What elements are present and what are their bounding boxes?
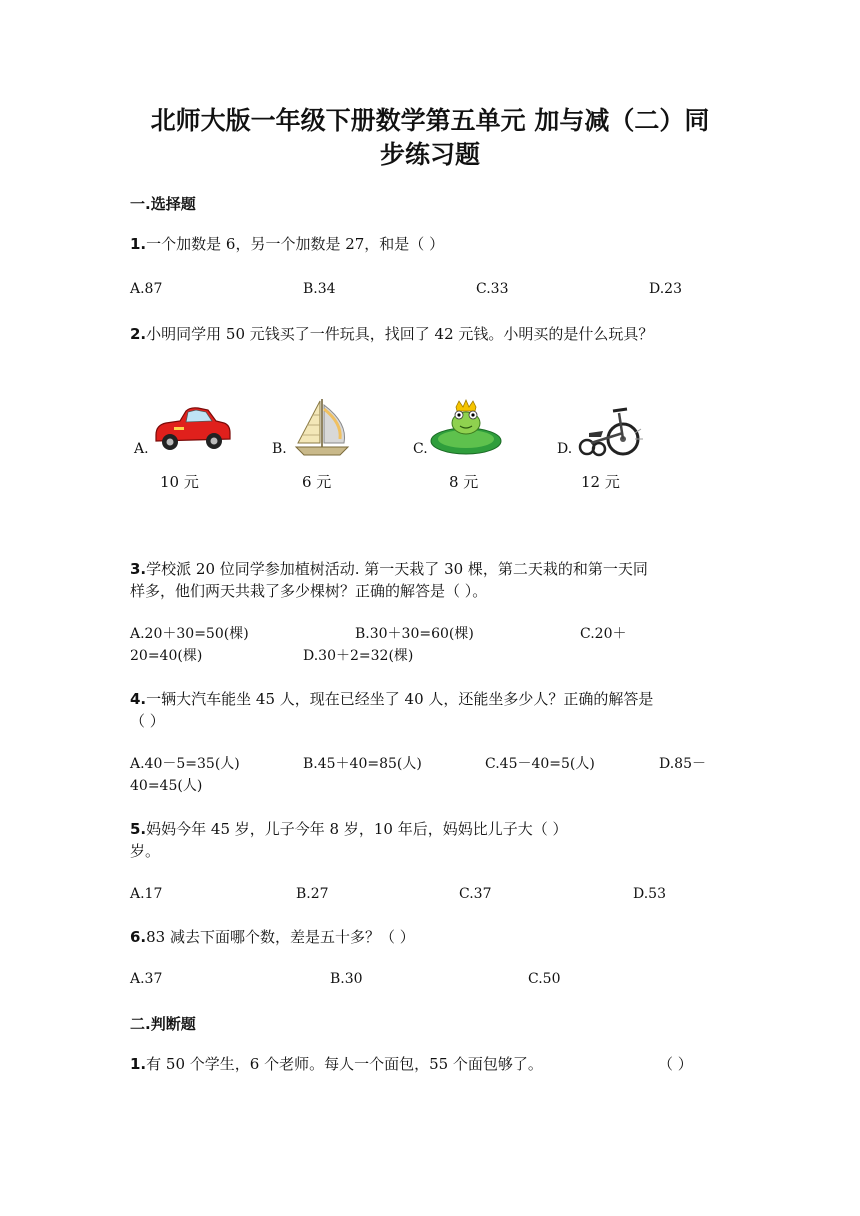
question-4 [130,688,653,732]
question-number: 1. [130,1055,147,1073]
title-line-2: 步练习题 [379,140,480,169]
question-text-line-1: 一辆大汽车能坐 45 人，现在已经坐了 40 人，还能坐多少人？正确的解答是 [146,690,654,708]
tricycle-icon [575,403,647,459]
q3-option-c: C.20＋ [580,626,627,642]
q5-option-a: A.17 [130,886,163,902]
title-line-1: 北师大版一年级下册数学第五单元 加与减（二）同 [150,106,710,135]
car-icon [150,401,232,455]
q3-option-a: A.20＋30=50(棵) [130,626,249,642]
q2-option-b [272,395,382,505]
question-text-line-1: 妈妈今年 45 岁，儿子今年 8 岁，10 年后，妈妈比儿子大（ ） [146,820,568,838]
q6-option-c: C.50 [528,971,561,987]
question-6 [130,926,415,948]
q5-option-b: B.27 [296,886,329,902]
question-number: 1. [130,235,147,253]
question-text-line-2: （ ） [130,712,165,730]
question-text: 一个加数是 6，另一个加数是 27，和是（ ） [146,235,445,253]
question-5 [130,818,567,862]
judgement-1 [130,1053,543,1075]
q5-option-c: C.37 [459,886,492,902]
question-text: 有 50 个学生，6 个老师。每人一个面包，55 个面包够了。 [146,1055,543,1073]
frog-icon [429,399,503,457]
q2-option-c [413,395,523,505]
q4-option-a: A.40－5=35(人) [130,756,240,772]
question-number: 4. [130,690,147,708]
q3-option-b: B.30＋30=60(棵) [355,626,474,642]
question-text: 83 减去下面哪个数，差是五十多？（ ） [146,928,415,946]
q4-option-d: D.85－ [659,756,706,772]
question-number: 3. [130,560,147,578]
q1-option-b: B.34 [303,281,336,297]
option-price: 6 元 [302,473,332,491]
q4-option-b: B.45＋40=85(人) [303,756,422,772]
q3-option-d: D.30＋2=32(棵) [303,648,414,664]
page-title [100,104,760,172]
question-number: 2. [130,325,147,343]
option-price: 12 元 [581,473,620,491]
q2-option-a [134,395,244,505]
q1-option-d: D.23 [649,281,682,297]
answer-blank: （ ） [658,1055,693,1073]
option-price: 8 元 [449,473,479,491]
q4-option-d-cont: 40=45(人) [130,778,203,794]
q6-option-a: A.37 [130,971,163,987]
question-3 [130,558,648,602]
q6-option-b: B.30 [330,971,363,987]
q1-option-c: C.33 [476,281,509,297]
option-letter: A. [134,441,149,457]
question-text-line-2: 岁。 [130,842,161,860]
question-2 [130,323,653,345]
q3-option-c-cont: 20=40(棵) [130,648,203,664]
option-letter: B. [272,441,287,457]
q1-option-a: A.87 [130,281,163,297]
section-heading-choice: 一.选择题 [130,195,196,213]
sailboat-icon [288,395,358,459]
option-letter: D. [557,441,573,457]
question-text-line-1: 学校派 20 位同学参加植树活动. 第一天栽了 30 棵，第二天栽的和第一天同 [146,560,648,578]
q2-option-d [557,395,667,505]
question-1 [130,233,444,255]
question-text-line-2: 样多，他们两天共栽了多少棵树？正确的解答是（ ）。 [130,582,488,600]
q5-option-d: D.53 [633,886,666,902]
question-number: 6. [130,928,147,946]
option-price: 10 元 [160,473,199,491]
option-letter: C. [413,441,428,457]
section-heading-judgement: 二.判断题 [130,1015,196,1033]
question-number: 5. [130,820,147,838]
q4-option-c: C.45－40=5(人) [485,756,595,772]
question-text: 小明同学用 50 元钱买了一件玩具，找回了 42 元钱。小明买的是什么玩具？ [146,325,654,343]
